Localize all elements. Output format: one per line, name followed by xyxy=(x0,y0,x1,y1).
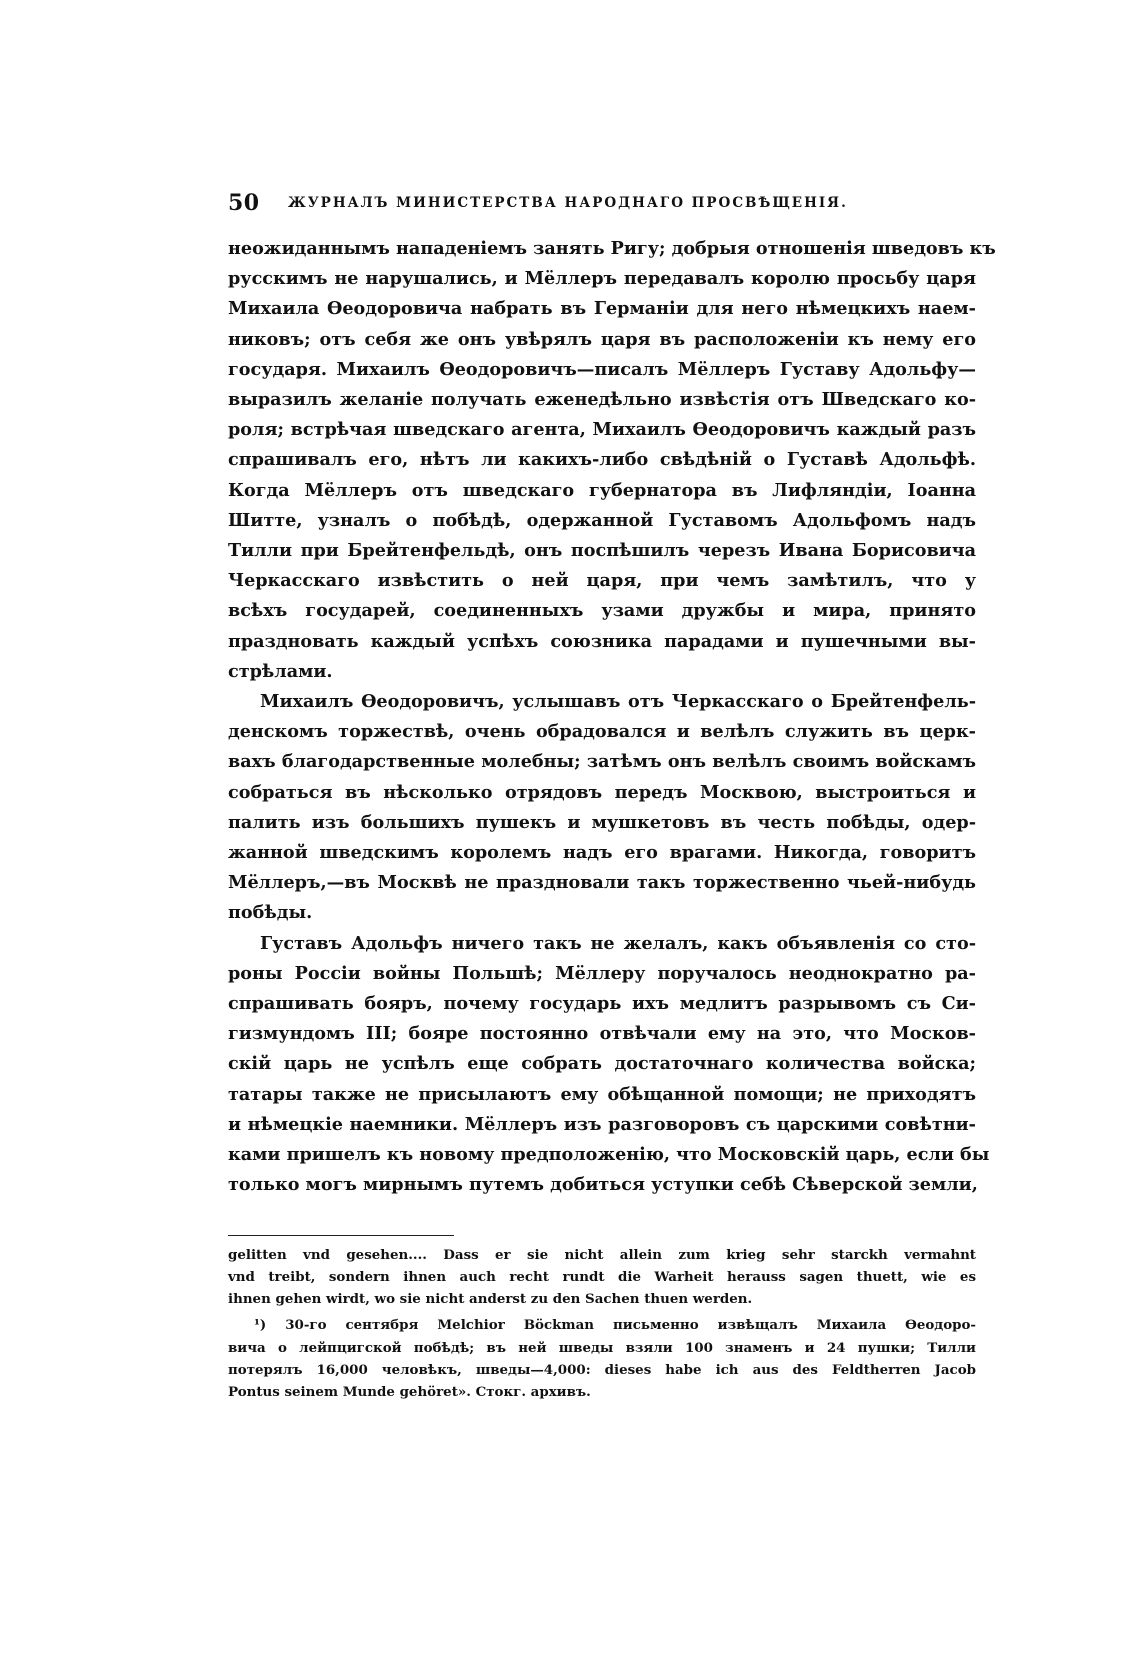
text-line: только могъ мирнымъ путемъ добиться уступки себѣ Сѣверской земли, xyxy=(228,1174,978,1196)
footnote-line: Pontus seinem Munde gehöret». Стокг. архивъ. xyxy=(228,1384,591,1401)
text-line: ками пришелъ къ новому предположенію, что Московскій царь, если бы xyxy=(228,1144,990,1166)
text-line: татары также не присылаютъ ему обѣщанной помощи; не приходятъ xyxy=(228,1083,976,1105)
text-line: неожиданнымъ нападеніемъ занять Ригу; добрыя отношенія шведовъ къ xyxy=(228,238,996,259)
text-line: Мёллеръ,—въ Москвѣ не праздновали такъ торжественно чьей-нибудь xyxy=(228,872,976,894)
text-line: денскомъ торжествѣ, очень обрадовался и велѣлъ служить въ церк- xyxy=(228,721,976,743)
text-line: Тилли при Брейтенфельдѣ, онъ поспѣшилъ черезъ Ивана Борисовича xyxy=(228,540,976,562)
text-line: Шитте, узналъ о побѣдѣ, одержанной Густавомъ Адольфомъ надъ xyxy=(228,509,976,531)
footnote-line: вича о лейпцигской побѣдѣ; въ ней шведы взяли 100 знаменъ и 24 пушки; Тилли xyxy=(228,1339,976,1356)
paragraph-2 xyxy=(228,687,976,929)
footnote-continuation xyxy=(228,1244,976,1311)
text-line: никовъ; отъ себя же онъ увѣрялъ царя въ расположеніи къ нему его xyxy=(228,328,976,350)
text-line: русскимъ не нарушались, и Мёллеръ передавалъ королю просьбу царя xyxy=(228,268,976,290)
journal-title: ЖУРНАЛЪ МИНИСТЕРСТВА НАРОДНАГО ПРОСВѢЩЕНІЯ. xyxy=(288,195,848,211)
text-line: роны Россіи войны Польшѣ; Мёллеру поручалось неоднократно ра- xyxy=(228,962,976,984)
text-line: роля; встрѣчая шведскаго агента, Михаилъ Ѳеодоровичъ каждый разъ xyxy=(228,419,976,441)
footnote-line: ihnen gehen wirdt, wo sie nicht anderst zu den Sachen thuen werden. xyxy=(228,1291,753,1308)
text-line: Густавъ Адольфъ ничего такъ не желалъ, какъ объявленія со сто- xyxy=(260,932,976,954)
running-head xyxy=(228,190,976,220)
footnote-line: gelitten vnd gesehen.... Dass er sie nicht allein zum krieg sehr starckh vermahnt xyxy=(228,1246,976,1263)
text-line: Михаила Ѳеодоровича набрать въ Германіи для него нѣмецкихъ наем- xyxy=(228,298,976,320)
text-line: всѣхъ государей, соединенныхъ узами дружбы и мира, принято xyxy=(228,600,976,622)
text-line: гизмундомъ III; бояре постоянно отвѣчали ему на это, что Москов- xyxy=(228,1023,976,1045)
footnote-divider xyxy=(228,1235,454,1236)
text-line: побѣды. xyxy=(228,902,313,924)
footnote-line: потерялъ 16,000 человѣкъ, шведы—4,000: dieses habe ich aus des Feldtherren Jacob xyxy=(228,1361,976,1378)
text-line: жанной шведскимъ королемъ надъ его врагами. Никогда, говоритъ xyxy=(228,842,976,864)
page-number: 50 xyxy=(228,190,260,216)
footnote-line: ¹) 30-го сентября Melchior Böckman письменно извѣщалъ Михаила Ѳеодоро- xyxy=(254,1317,976,1334)
footnotes xyxy=(228,1244,976,1404)
text-line: вахъ благодарственные молебны; затѣмъ онъ велѣлъ своимъ войскамъ xyxy=(228,751,976,773)
text-line: Когда Мёллеръ отъ шведскаго губернатора въ Лифляндіи, Іоанна xyxy=(228,479,976,501)
body-text xyxy=(228,234,996,1201)
text-line: собраться въ нѣсколько отрядовъ передъ Москвою, выстроиться и xyxy=(228,781,976,803)
text-line: палить изъ большихъ пушекъ и мушкетовъ въ честь побѣды, одер- xyxy=(228,811,976,833)
text-line: Черкасскаго извѣстить о ней царя, при чемъ замѣтилъ, что у xyxy=(228,570,976,592)
text-line: спрашивалъ его, нѣтъ ли какихъ-либо свѣдѣній о Густавѣ Адольфѣ. xyxy=(228,449,976,471)
text-line: государя. Михаилъ Ѳеодоровичъ—писалъ Мёллеръ Густаву Адольфу— xyxy=(228,358,976,380)
book-page xyxy=(228,190,996,1404)
text-line: спрашивать бояръ, почему государь ихъ медлитъ разрывомъ съ Си- xyxy=(228,993,976,1015)
text-line: праздновать каждый успѣхъ союзника парадами и пушечными вы- xyxy=(228,630,976,652)
paragraph-3 xyxy=(228,929,990,1201)
text-line: Михаилъ Ѳеодоровичъ, услышавъ отъ Черкасскаго о Брейтенфель- xyxy=(260,691,976,713)
text-line: выразилъ желаніе получать еженедѣльно извѣстія отъ Шведскаго ко- xyxy=(228,389,976,411)
text-line: и нѣмецкіе наемники. Мёллеръ изъ разговоровъ съ царскими совѣтни- xyxy=(228,1113,976,1135)
text-line: стрѣлами. xyxy=(228,660,333,682)
footnote-line: vnd treibt, sondern ihnen auch recht rundt die Warheit herauss sagen thuett, wie es xyxy=(228,1268,976,1285)
text-line: скій царь не успѣлъ еще собрать достаточнаго количества войска; xyxy=(228,1053,976,1075)
paragraph-1 xyxy=(228,234,996,687)
footnote-1 xyxy=(228,1314,976,1403)
